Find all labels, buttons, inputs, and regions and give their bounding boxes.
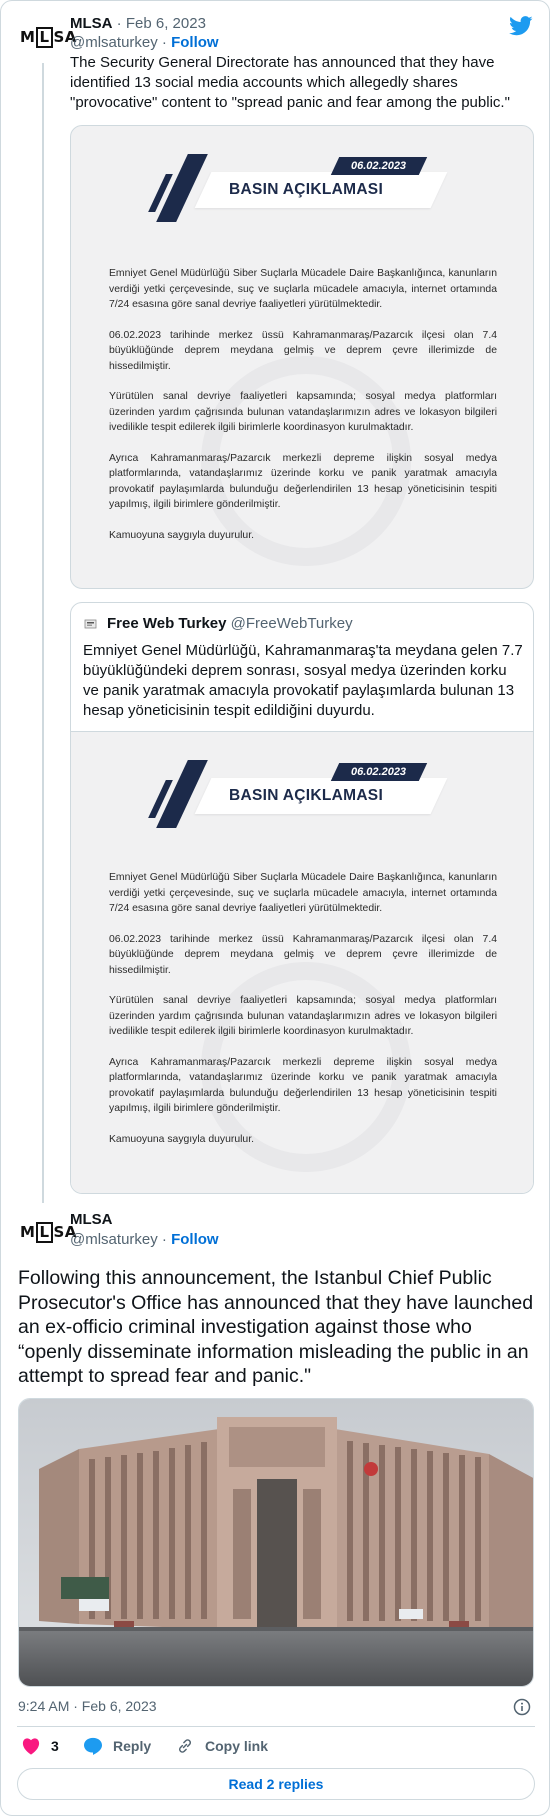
press-paragraph: Emniyet Genel Müdürlüğü Siber Suçlarla Mücadele Daire Başkanlığınca, kanunların verdiği yetki çerçevesinde, suç ve suçlarla mücadele amacıyla, internet ortamında 7/24 esasına göre sanal devriye faaliyetleri yürütülmektedir. [109,268,497,310]
press-release-date-badge [331,763,427,781]
press-release-body [109,870,497,1162]
tweet1-follow-link[interactable]: Follow [171,34,219,51]
read-replies-button[interactable]: Read 2 replies [17,1768,535,1800]
info-icon[interactable] [513,1698,531,1716]
press-release-image[interactable] [70,125,534,589]
tweet1-handle-line: @mlsaturkey · Follow [70,34,219,51]
tweet1-handle[interactable]: @mlsaturkey [70,34,158,51]
press-paragraph: Ayrıca Kahramanmaraş/Pazarcık merkezli depreme ilişkin sosyal medya platformlarında, vatandaşlarımız üzerinde korku ve panik yaratmak amacıyla provokatif paylaşımlarda bulunduğu değerlendirilen 13 hesap yöneticisinin tespiti yapılmış, ilgili birimlere gönderilmiştir. [109,1056,497,1114]
tweet2-author-name[interactable]: MLSA [70,1211,113,1228]
like-action[interactable] [21,1737,59,1755]
copy-link-label: Copy link [205,1738,269,1754]
press-paragraph: Kamuoyuna saygıyla duyurulur. [109,529,254,541]
reply-label: Reply [113,1738,152,1754]
press-release-title: BASIN AÇIKLAMASI [229,787,384,804]
press-release-banner [71,732,534,842]
quoted-author-line [107,615,353,632]
mlsa-avatar[interactable]: M L SA [20,27,77,46]
press-release-date: 06.02.2023 [351,766,407,778]
tweet1-author-name[interactable]: MLSA [70,15,113,32]
quoted-tweet-text: Emniyet Genel Müdürlüğü, Kahramanmaraş'ta meydana gelen 7.7 büyüklüğündeki deprem sonrası, sosyal medya üzerinden korku ve panik yaratmak amacıyla provokatif paylaşımlarda bulunan 13 hesap yöneticisinin tespit edildiğini duyurdu. [83,642,523,719]
reply-action[interactable] [83,1737,151,1755]
quoted-tweet[interactable] [70,602,534,1194]
press-release-date: 06.02.2023 [351,160,407,172]
twitter-bird-icon[interactable] [509,16,533,36]
press-paragraph: Kamuoyuna saygıyla duyurulur. [109,1133,254,1145]
press-paragraph: Yürütülen sanal devriye faaliyetleri kapsamında; sosyal medya platformları üzerinden yardım çağrısında bulunan vatandaşlarımızın adres ve lokasyon bilgileri ivedilikle tespit edilerek ilgili birimlerle koordinasyon kurulmaktadır. [109,995,497,1037]
press-paragraph: Yürütülen sanal devriye faaliyetleri kapsamında; sosyal medya platformları üzerinden yardım çağrısında bulunan vatandaşlarımızın adres ve lokasyon bilgileri ivedilikle tespit edilerek ilgili birimlerle koordinasyon kurulmaktadır. [109,391,497,433]
freewebturkey-avatar[interactable] [84,617,98,629]
tweet2-author-line [70,1211,113,1228]
tweet2-text: Following this announcement, the Istanbul Chief Public Prosecutor's Office has announced that they have launched an ex-officio criminal investigation against those who “openly disseminate information misleading the public in an attempt to spread fear and panic." [18,1267,534,1387]
courthouse-photo[interactable] [18,1398,534,1687]
mlsa-avatar[interactable]: M L SA [20,1222,77,1241]
press-paragraph: 06.02.2023 tarihinde merkez üssü Kahramanmaraş/Pazarcık ilçesi olan 7.4 büyüklüğünde deprem meydana gelmiş ve deprem çevre illerimizde de hissedilmiştir. [109,329,497,372]
press-release-banner [71,126,534,236]
tweet2-handle-line: @mlsaturkey · Follow [70,1231,219,1248]
heart-icon [21,1737,41,1755]
quoted-author-name[interactable]: Free Web Turkey [107,615,227,632]
reply-bubble-icon [83,1737,103,1755]
tweet2-handle[interactable]: @mlsaturkey [70,1231,158,1248]
press-paragraph: Emniyet Genel Müdürlüğü Siber Suçlarla Mücadele Daire Başkanlığınca, kanunların verdiği yetki çerçevesinde, suç ve suçlarla mücadele amacıyla, internet ortamında 7/24 esasına göre sanal devriye faaliyetleri yürütülmektedir. [109,872,497,914]
tweet1-date[interactable]: Feb 6, 2023 [125,15,206,32]
like-count: 3 [51,1738,59,1754]
tweet1-author-line: MLSA · Feb 6, 2023 [70,15,206,32]
flag-avatar-icon [84,618,98,630]
copy-link-action[interactable] [175,1737,268,1755]
quoted-press-release-image[interactable] [71,731,534,1194]
tweet2-follow-link[interactable]: Follow [171,1231,219,1248]
press-release-date-badge [331,157,427,175]
timestamp-divider [17,1726,535,1727]
quoted-author-handle[interactable]: @FreeWebTurkey [230,615,353,632]
tweet2-timestamp[interactable]: 9:24 AM · Feb 6, 2023 [18,1698,157,1714]
link-icon [175,1737,195,1755]
tweet1-text: The Security General Directorate has announced that they have identified 13 social media accounts which allegedly shares "provocative" content to "spread panic and fear among the public." [70,54,510,111]
press-paragraph: Ayrıca Kahramanmaraş/Pazarcık merkezli depreme ilişkin sosyal medya platformlarında, vatandaşlarımız üzerinde korku ve panik yaratmak amacıyla provokatif paylaşımlarda bulunduğu değerlendirilen 13 hesap yöneticisinin tespiti yapılmış, ilgili birimlere gönderilmiştir. [109,452,497,510]
thread-connector-line [42,63,44,1203]
press-paragraph: 06.02.2023 tarihinde merkez üssü Kahramanmaraş/Pazarcık ilçesi olan 7.4 büyüklüğünde deprem meydana gelmiş ve deprem çevre illerimizde de hissedilmiştir. [109,933,497,976]
press-release-title: BASIN AÇIKLAMASI [229,181,384,198]
courthouse-illustration [19,1399,534,1687]
press-release-body [109,266,497,558]
